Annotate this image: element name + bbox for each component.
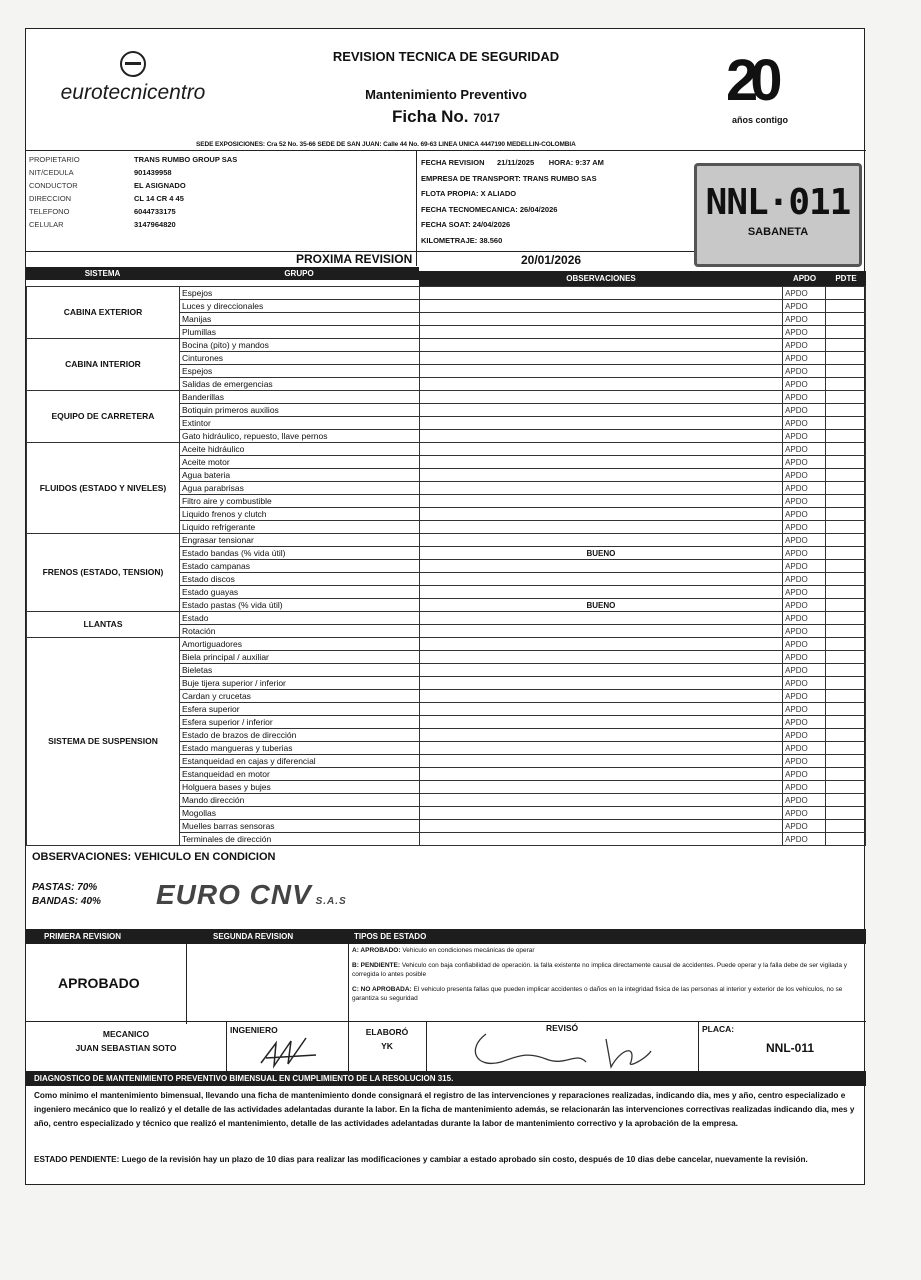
apdo-cell: APDO	[783, 352, 826, 365]
observation-cell	[419, 417, 782, 430]
vehicle-info	[421, 155, 604, 248]
observation-cell	[419, 807, 782, 820]
pdte-cell	[826, 443, 866, 456]
diagnostico-paragraph: Como minimo el mantenimiento bimensual, llevando una ficha de mantenimiento donde consignará el registro de las intervenciones y reparaciones realizadas, indicando dia, mes y año, centro especializado e ingeniero mecánico que lo realizó y el detalle de las actividades adelantadas durante la labor. En la ficha de mantenimiento además, se relacionarán las intervenciones correctivas realizadas indicando dia, mes y año, centro especializado y técnico que realizó el mantenimiento, detalle de las actividades adelantadas durante la labor de mantenimiento correctivo y la aprobación de la empresa.	[34, 1091, 855, 1128]
proxima-revision-label: PROXIMA REVISION	[296, 252, 413, 266]
group-item: Esfera superior	[179, 703, 419, 716]
group-item: Liquido refrigerante	[179, 521, 419, 534]
owner-value: 3147964820	[134, 220, 176, 229]
group-item: Engrasar tensionar	[179, 534, 419, 547]
observation-cell	[419, 287, 782, 300]
mecanico-block	[26, 1027, 226, 1055]
apdo-cell: APDO	[783, 664, 826, 677]
group-item: Liquido frenos y clutch	[179, 508, 419, 521]
observation-cell	[419, 820, 782, 833]
pdte-cell	[826, 365, 866, 378]
pdte-cell	[826, 781, 866, 794]
apdo-cell: APDO	[783, 690, 826, 703]
observation-cell	[419, 404, 782, 417]
owner-label: NIT/CEDULA	[29, 168, 74, 177]
mecanico-label: MECANICO	[102, 1029, 150, 1039]
apdo-cell: APDO	[783, 560, 826, 573]
wear-notes	[32, 881, 101, 909]
observation-cell	[419, 495, 782, 508]
observation-cell	[419, 586, 782, 599]
apdo-cell: APDO	[783, 742, 826, 755]
group-item: Buje tijera superior / inferior	[179, 677, 419, 690]
pdte-cell	[826, 560, 866, 573]
ficha-label: Ficha No.	[392, 107, 469, 126]
group-item: Biela principal / auxiliar	[179, 651, 419, 664]
anniversary-badge	[726, 48, 836, 137]
tipo-b-text: Vehiculo con baja confiabilidad de operación. la falla existente no implica directamente causal de accidentes. Puede operar y la falla debe de ser vigilada y corregida lo antes posible	[352, 962, 848, 978]
observation-cell	[419, 638, 782, 651]
owner-row	[29, 153, 237, 166]
apdo-cell: APDO	[783, 391, 826, 404]
pdte-cell	[826, 794, 866, 807]
apdo-cell: APDO	[783, 365, 826, 378]
group-item: Esfera superior / inferior	[179, 716, 419, 729]
plate-city: SABANETA	[747, 226, 809, 238]
group-item: Aceite motor	[179, 456, 419, 469]
observaciones	[32, 851, 275, 864]
owner-label: CELULAR	[29, 220, 64, 229]
reviso-label: REVISÓ	[546, 1023, 579, 1033]
estado-pendiente-note: ESTADO PENDIENTE: Luego de la revisión hay un plazo de 10 dias para realizar las modificaciones y cambiar a estado aprobado sin costo, después de 10 dias debe cancelar, nuevamente la revisión.	[34, 1155, 808, 1164]
observation-cell	[419, 469, 782, 482]
table-header-right	[419, 271, 866, 286]
group-item: Estado campanas	[179, 560, 419, 573]
owner-label: TELEFONO	[29, 207, 70, 216]
kilometraje: KILOMETRAJE: 38.560	[421, 235, 503, 245]
pdte-cell	[826, 547, 866, 560]
owner-value: EL ASIGNADO	[134, 181, 186, 190]
observation-cell	[419, 534, 782, 547]
group-item: Espejos	[179, 287, 419, 300]
owner-row	[29, 179, 237, 192]
group-item: Agua bateria	[179, 469, 419, 482]
group-item: Mando dirección	[179, 794, 419, 807]
pdte-cell	[826, 768, 866, 781]
owner-info	[29, 153, 237, 231]
inspection-table	[26, 286, 866, 846]
group-item: Muelles barras sensoras	[179, 820, 419, 833]
pdte-cell	[826, 417, 866, 430]
apdo-cell: APDO	[783, 729, 826, 742]
pdte-cell	[826, 534, 866, 547]
observation-cell	[419, 612, 782, 625]
mecanico-name: JUAN SEBASTIAN SOTO	[75, 1043, 177, 1053]
elaboro-value: YK	[381, 1041, 393, 1051]
table-row	[27, 612, 866, 625]
observation-cell	[419, 391, 782, 404]
logo-text: eurotecnicentro	[60, 81, 206, 104]
apdo-cell: APDO	[783, 794, 826, 807]
pdte-cell	[826, 612, 866, 625]
group-item: Filtro aire y combustible	[179, 495, 419, 508]
pdte-cell	[826, 326, 866, 339]
owner-row	[29, 205, 237, 218]
pdte-cell	[826, 508, 866, 521]
apdo-cell: APDO	[783, 521, 826, 534]
apdo-cell: APDO	[783, 430, 826, 443]
apdo-cell: APDO	[783, 534, 826, 547]
observation-cell	[419, 352, 782, 365]
pdte-cell	[826, 482, 866, 495]
apdo-cell: APDO	[783, 703, 826, 716]
apdo-cell: APDO	[783, 313, 826, 326]
pdte-cell	[826, 625, 866, 638]
group-item: Estado	[179, 612, 419, 625]
system-name: EQUIPO DE CARRETERA	[27, 391, 180, 443]
fecha-tecnomecanica: FECHA TECNOMECANICA: 26/04/2026	[421, 204, 558, 214]
apdo-cell: APDO	[783, 586, 826, 599]
group-item: Terminales de dirección	[179, 833, 419, 846]
observation-cell	[419, 430, 782, 443]
apdo-cell: APDO	[783, 651, 826, 664]
apdo-cell: APDO	[783, 469, 826, 482]
observation-cell	[419, 560, 782, 573]
pdte-cell	[826, 599, 866, 612]
pastas-note: PASTAS: 70%	[32, 882, 98, 893]
table-row	[27, 534, 866, 547]
apdo-cell: APDO	[783, 599, 826, 612]
pdte-cell	[826, 287, 866, 300]
elaboro-block	[348, 1025, 426, 1053]
group-item: Estanqueidad en motor	[179, 768, 419, 781]
bandas-note: BANDAS: 40%	[32, 896, 101, 907]
group-item: Holguera bases y bujes	[179, 781, 419, 794]
apdo-cell: APDO	[783, 638, 826, 651]
table-row	[27, 638, 866, 651]
placa-label: PLACA:	[702, 1024, 735, 1034]
apdo-cell: APDO	[783, 443, 826, 456]
apdo-cell: APDO	[783, 768, 826, 781]
group-item: Plumillas	[179, 326, 419, 339]
observaciones-label: OBSERVACIONES:	[32, 851, 132, 863]
header-observaciones: OBSERVACIONES	[566, 274, 636, 283]
owner-label: CONDUCTOR	[29, 181, 78, 190]
group-item: Agua parabrisas	[179, 482, 419, 495]
group-item: Manijas	[179, 313, 419, 326]
header-apdo: APDO	[792, 274, 817, 283]
apdo-cell: APDO	[783, 547, 826, 560]
apdo-cell: APDO	[783, 807, 826, 820]
group-item: Banderillas	[179, 391, 419, 404]
pdte-cell	[826, 352, 866, 365]
pdte-cell	[826, 469, 866, 482]
observation-cell	[419, 755, 782, 768]
pdte-cell	[826, 664, 866, 677]
group-item: Bieletas	[179, 664, 419, 677]
pdte-cell	[826, 391, 866, 404]
observation-cell	[419, 794, 782, 807]
company-logo	[48, 51, 218, 105]
table-row	[27, 443, 866, 456]
apdo-cell: APDO	[783, 482, 826, 495]
owner-value: CL 14 CR 4 45	[134, 194, 184, 203]
diagnostico-title: DIAGNOSTICO DE MANTENIMIENTO PREVENTIVO BIMENSUAL EN CUMPLIMIENTO DE LA RESOLUCION 315.	[26, 1071, 866, 1086]
pdte-cell	[826, 690, 866, 703]
observation-cell	[419, 573, 782, 586]
hora: 9:37 AM	[575, 158, 604, 167]
observation-cell	[419, 625, 782, 638]
observation-cell	[419, 365, 782, 378]
observation-cell: BUENO	[419, 547, 782, 560]
group-item: Estado discos	[179, 573, 419, 586]
apdo-cell: APDO	[783, 417, 826, 430]
table-row	[27, 339, 866, 352]
table-header-left	[26, 267, 419, 280]
observation-cell	[419, 456, 782, 469]
revision-header	[26, 929, 866, 944]
system-name: FRENOS (ESTADO, TENSION)	[27, 534, 180, 612]
tipo-c-label: C: NO APROBADA:	[352, 986, 412, 993]
segunda-revision-label: SEGUNDA REVISION	[213, 932, 294, 941]
observaciones-text: VEHICULO EN CONDICION	[134, 851, 276, 863]
pdte-cell	[826, 703, 866, 716]
observation-cell	[419, 508, 782, 521]
flota: FLOTA PROPIA: X ALIADO	[421, 189, 517, 198]
apdo-cell: APDO	[783, 339, 826, 352]
apdo-cell: APDO	[783, 625, 826, 638]
group-item: Estado mangueras y tuberias	[179, 742, 419, 755]
badge-text: años contigo	[732, 115, 788, 125]
system-name: LLANTAS	[27, 612, 180, 638]
pdte-cell	[826, 495, 866, 508]
observation-cell	[419, 833, 782, 846]
observation-cell	[419, 443, 782, 456]
group-item: Aceite hidráulico	[179, 443, 419, 456]
apdo-cell: APDO	[783, 300, 826, 313]
tipo-a-label: A: APROBADO:	[352, 947, 401, 954]
owner-row	[29, 192, 237, 205]
apdo-cell: APDO	[783, 573, 826, 586]
apdo-cell: APDO	[783, 495, 826, 508]
proxima-revision-date: 20/01/2026	[521, 253, 582, 267]
group-item: Gato hidráulico, repuesto, llave pernos	[179, 430, 419, 443]
group-item: Cinturones	[179, 352, 419, 365]
ingeniero-signature	[256, 1033, 326, 1069]
owner-row	[29, 218, 237, 231]
group-item: Luces y direccionales	[179, 300, 419, 313]
pdte-cell	[826, 339, 866, 352]
observation-cell	[419, 378, 782, 391]
pdte-cell	[826, 729, 866, 742]
observation-cell	[419, 677, 782, 690]
system-name: CABINA INTERIOR	[27, 339, 180, 391]
pdte-cell	[826, 456, 866, 469]
group-item: Espejos	[179, 365, 419, 378]
apdo-cell: APDO	[783, 508, 826, 521]
badge-number: 20	[726, 48, 775, 113]
tipos-estado	[352, 946, 864, 1003]
observation-cell	[419, 313, 782, 326]
group-item: Botiquin primeros auxilios	[179, 404, 419, 417]
observation-cell	[419, 703, 782, 716]
pdte-cell	[826, 755, 866, 768]
group-item: Rotación	[179, 625, 419, 638]
observation-cell	[419, 339, 782, 352]
hora-label: HORA:	[548, 158, 574, 167]
apdo-cell: APDO	[783, 755, 826, 768]
ficha-value: 7017	[473, 111, 500, 125]
owner-value: 901439958	[134, 168, 172, 177]
ficha-number	[326, 107, 566, 127]
pdte-cell	[826, 833, 866, 846]
primera-revision-label: PRIMERA REVISION	[44, 932, 122, 941]
group-item: Estado guayas	[179, 586, 419, 599]
observation-cell	[419, 326, 782, 339]
reviso-signature	[456, 1029, 656, 1071]
header-sistema: SISTEMA	[84, 269, 121, 278]
apdo-cell: APDO	[783, 456, 826, 469]
pdte-cell	[826, 742, 866, 755]
pdte-cell	[826, 716, 866, 729]
table-row	[27, 287, 866, 300]
apdo-cell: APDO	[783, 404, 826, 417]
apdo-cell: APDO	[783, 677, 826, 690]
pdte-cell	[826, 573, 866, 586]
plate-number: NNL·011	[705, 182, 851, 223]
fecha-soat: FECHA SOAT: 24/04/2026	[421, 220, 511, 229]
sede-address: SEDE EXPOSICIONES: Cra 52 No. 35-66 SEDE DE SAN JUAN: Calle 44 No. 69-63 LINEA UNICA 4447190 MEDELLIN-COLOMBIA	[196, 141, 576, 148]
header-grupo: GRUPO	[284, 269, 314, 278]
tipo-b-label: B: PENDIENTE:	[352, 962, 401, 969]
group-item: Mogollas	[179, 807, 419, 820]
pdte-cell	[826, 677, 866, 690]
empresa: EMPRESA DE TRANSPORT: TRANS RUMBO SAS	[421, 173, 597, 183]
observation-cell	[419, 742, 782, 755]
inspection-form	[25, 28, 865, 1185]
apdo-cell: APDO	[783, 326, 826, 339]
fecha-revision-label: FECHA REVISION	[421, 158, 485, 167]
owner-label: DIRECCION	[29, 194, 72, 203]
pdte-cell	[826, 586, 866, 599]
form-title: REVISION TECNICA DE SEGURIDAD	[332, 49, 560, 64]
owner-value: TRANS RUMBO GROUP SAS	[134, 155, 238, 164]
fecha-revision: 21/11/2025	[497, 158, 535, 167]
apdo-cell: APDO	[783, 287, 826, 300]
group-item: Estado pastas (% vida útil)	[179, 599, 419, 612]
apdo-cell: APDO	[783, 612, 826, 625]
observation-cell	[419, 716, 782, 729]
owner-label: PROPIETARIO	[29, 155, 80, 164]
pdte-cell	[826, 651, 866, 664]
owner-row	[29, 166, 237, 179]
group-item: Amortiguadores	[179, 638, 419, 651]
observation-cell	[419, 768, 782, 781]
pdte-cell	[826, 300, 866, 313]
elaboro-label: ELABORÓ	[365, 1027, 409, 1037]
apdo-cell: APDO	[783, 716, 826, 729]
logo-icon	[120, 51, 146, 77]
header-pdte: PDTE	[835, 274, 857, 283]
observation-cell	[419, 729, 782, 742]
group-item: Cardan y crucetas	[179, 690, 419, 703]
observation-cell	[419, 300, 782, 313]
pdte-cell	[826, 521, 866, 534]
pdte-cell	[826, 313, 866, 326]
vehicle-plate-photo	[694, 163, 862, 267]
form-subtitle: Mantenimiento Preventivo	[365, 87, 527, 102]
pdte-cell	[826, 807, 866, 820]
observation-cell	[419, 781, 782, 794]
apdo-cell: APDO	[783, 781, 826, 794]
company-stamp: EURO CNV S.A.S	[156, 879, 347, 910]
pdte-cell	[826, 430, 866, 443]
primera-revision-value: APROBADO	[58, 975, 140, 991]
pdte-cell	[826, 404, 866, 417]
pdte-cell	[826, 378, 866, 391]
group-item: Bocina (pito) y mandos	[179, 339, 419, 352]
apdo-cell: APDO	[783, 378, 826, 391]
observation-cell	[419, 651, 782, 664]
table-row	[27, 391, 866, 404]
owner-value: 6044733175	[134, 207, 176, 216]
pdte-cell	[826, 820, 866, 833]
pdte-cell	[826, 638, 866, 651]
tipo-a-text: Vehiculo en condiciones mecánicas de operar	[400, 947, 535, 954]
group-item: Extintor	[179, 417, 419, 430]
observation-cell	[419, 521, 782, 534]
observation-cell	[419, 482, 782, 495]
tipo-c-text: El vehiculo presenta fallas que pueden implicar accidentes o daños en la integridad fisica de las personas al interior y exterior de los vehiculos, no se garantiza su seguridad	[352, 986, 843, 1002]
group-item: Estado de brazos de dirección	[179, 729, 419, 742]
system-name: CABINA EXTERIOR	[27, 287, 180, 339]
group-item: Estanqueidad en cajas y diferencial	[179, 755, 419, 768]
observation-cell	[419, 690, 782, 703]
apdo-cell: APDO	[783, 833, 826, 846]
ingeniero-label: INGENIERO	[230, 1025, 278, 1035]
tipos-estado-label: TIPOS DE ESTADO	[354, 932, 427, 941]
system-name: FLUIDOS (ESTADO Y NIVELES)	[27, 443, 180, 534]
system-name: SISTEMA DE SUSPENSION	[27, 638, 180, 846]
group-item: Estado bandas (% vida útil)	[179, 547, 419, 560]
apdo-cell: APDO	[783, 820, 826, 833]
placa-value: NNL-011	[766, 1041, 815, 1055]
group-item: Salidas de emergencias	[179, 378, 419, 391]
observation-cell: BUENO	[419, 599, 782, 612]
observation-cell	[419, 664, 782, 677]
